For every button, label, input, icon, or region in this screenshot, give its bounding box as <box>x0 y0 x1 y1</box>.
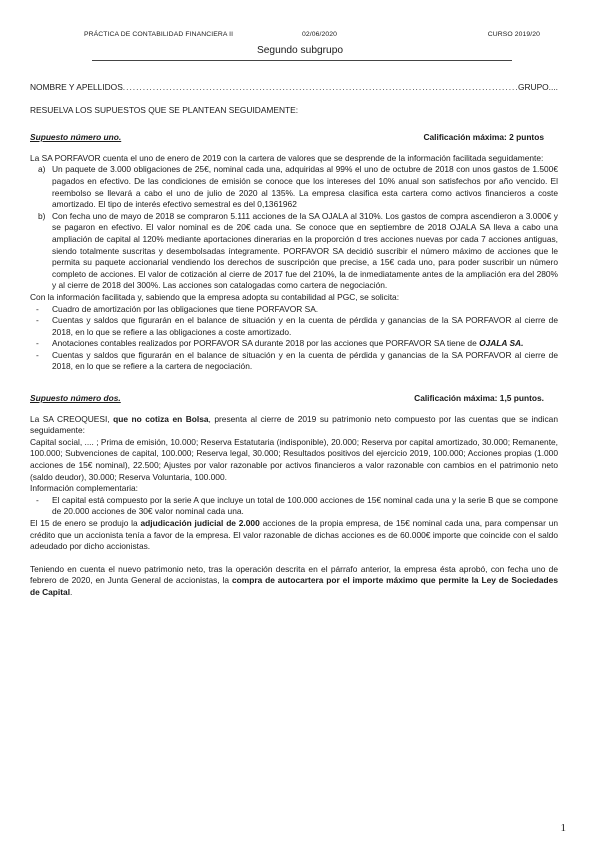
s2-para2: El 15 de enero se produjo la adjudicación judicial de 2.000 acciones de la propia empresa, de 15€ nominal cada una, para compensar un crédito que un accionista tenía a favor de la empresa. El valor razonable de dichas acciones es de 60.000€ importe que coincide con el saldo adeudado por dicho accionistas. <box>30 518 559 552</box>
exam-body <box>30 82 558 599</box>
name-line <box>30 82 558 94</box>
name-fill-dots <box>123 82 518 94</box>
s1-item-b: b) Con fecha uno de mayo de 2018 se compraron 5.111 acciones de la SA OJALA al 310%. Los gastos de compra ascendieron a 3.000€ y se pagaron en efectivo. El valor nominal es de 20€ cada una. Se conoce que en septiembre de 2018 OJALA SA lleva a cabo una ampliación de capital al 120% mediante aportaciones dinerarias en la proporción d tres acciones nuevas por cada 7 acciones antiguas, siendo totalmente suscritas y desembolsadas íntegramente. PORFAVOR SA decidió suscribir el número máximo de acciones que le permita su paquete accionarial vendiendo los derechos de suscripción que precise, a 15€ cada uno, para poder suscribir un número completo de acciones. El valor de cotización al cierre de 2017 fue del 210%, la de inmediatamente antes de la ampliación era del 280% y al cierre de 2018 del 300%. Las acciones son catalogadas como cartera de negociación. <box>38 210 558 291</box>
s2-title: Supuesto número dos. <box>30 393 121 404</box>
s2-header <box>30 393 558 405</box>
s1-request: Con la información facilitada y, sabiendo que la empresa adopta su contabilidad al PGC, se solicita: <box>30 291 400 302</box>
s1-intro: La SA PORFAVOR cuenta el uno de enero de 2019 con la cartera de valores que se desprende de la información facilitada seguidamente: <box>30 152 544 163</box>
exam-date: 02/06/2020 <box>302 31 338 38</box>
s1-header <box>30 132 558 144</box>
name-label: NOMBRE Y APELLIDOS <box>30 82 123 92</box>
s2-grade: Calificación máxima: 1,5 puntos. <box>414 393 544 404</box>
s2-complement: - El capital está compuesto por la serie A que incluye un total de 100.000 acciones de 15€ nominal cada una y la serie B que se compone de 20.000 acciones de 30€ valor nominal cada una. <box>30 495 558 518</box>
s1-title: Supuesto número uno. <box>30 132 122 143</box>
s1-task-list <box>30 304 558 374</box>
group-label: GRUPO.... <box>517 82 558 92</box>
s2-accounts: Capital social, .... ; Prima de emisión, 10.000; Reserva Estatutaria (indisponible), 20.000; Reserva por capital amortizado, 30.000; Remanente, 100.000; Subvenciones de capital, 100.000; Reserva legal, 30.000; Resultados positivos del ejercicio 2019, 100.000; Acciones propias (1.000 acciones de 15€ nominal), 22.500; Ajustes por valor razonable por activos financieros a valor razonable con cambios en el patrimonio neto (saldo deudor), 30.000; Reserva Voluntaria, 100.000. <box>30 436 558 482</box>
s1-task: - Cuadro de amortización por las obligaciones que tiene PORFAVOR SA. <box>30 304 558 316</box>
instruction: RESUELVA LOS SUPUESTOS QUE SE PLANTEAN SEGUIDAMENTE: <box>30 104 299 115</box>
s2-para3: Teniendo en cuenta el nuevo patrimonio neto, tras la operación descrita en el párrafo anterior, la empresa ésta aprobó, con fecha uno de febrero de 2020, en Junta General de accionistas, la compra de autocartera por el importe máximo que permite la Ley de Sociedades de Capital. <box>30 563 558 597</box>
header-rule <box>92 60 512 61</box>
s1-task: - Cuentas y saldos que figurarán en el balance de situación y en la cuenta de pérdida y ganancias de la SA PORFAVOR al cierre de 2018, en lo que se refiere a las obligaciones a coste amortizado. <box>30 315 558 338</box>
s2-intro: La SA CREOQUESI, que no cotiza en Bolsa, presenta al cierre de 2019 su patrimonio neto compuesto por las cuentas que se indican seguidamente: <box>30 413 559 436</box>
page-number: 1 <box>560 822 566 834</box>
s1-task: - Cuentas y saldos que figurarán en el balance de situación y en la cuenta de pérdida y ganancias de la SA PORFAVOR al cierre de 2018, en lo que se refiere a la cartera de negociación. <box>30 350 558 373</box>
s1-portfolio-list <box>30 164 558 292</box>
s1-task: - Anotaciones contables realizados por PORFAVOR SA durante 2018 por las acciones que PORFAVOR SA tiene de OJALA SA. <box>30 338 558 350</box>
subtitle: Segundo subgrupo <box>256 45 344 56</box>
s2-complement-list <box>30 495 558 518</box>
s1-grade: Calificación máxima: 2 puntos <box>423 132 544 143</box>
s2-complement-title: Información complementaria: <box>30 483 138 494</box>
academic-year: CURSO 2019/20 <box>487 31 540 38</box>
course-title: PRÁCTICA DE CONTABILIDAD FINANCIERA II <box>84 31 234 38</box>
s1-item-a: a) Un paquete de 3.000 obligaciones de 25€, nominal cada una, adquiridas al 99% el uno de octubre de 2018 con unos gastos de 1.500€ pagados en efectivo. De las condiciones de emisión se conoce que los intereses del 10% anual son satisfechos por año vencido. El reembolso se llevará a cabo el uno de julio de 2020 al 135%. La empresa clasifica esta cartera como activos financieros a coste amortizado. El tipo de interés efectivo semestral es del 0,1361962 <box>38 164 558 210</box>
